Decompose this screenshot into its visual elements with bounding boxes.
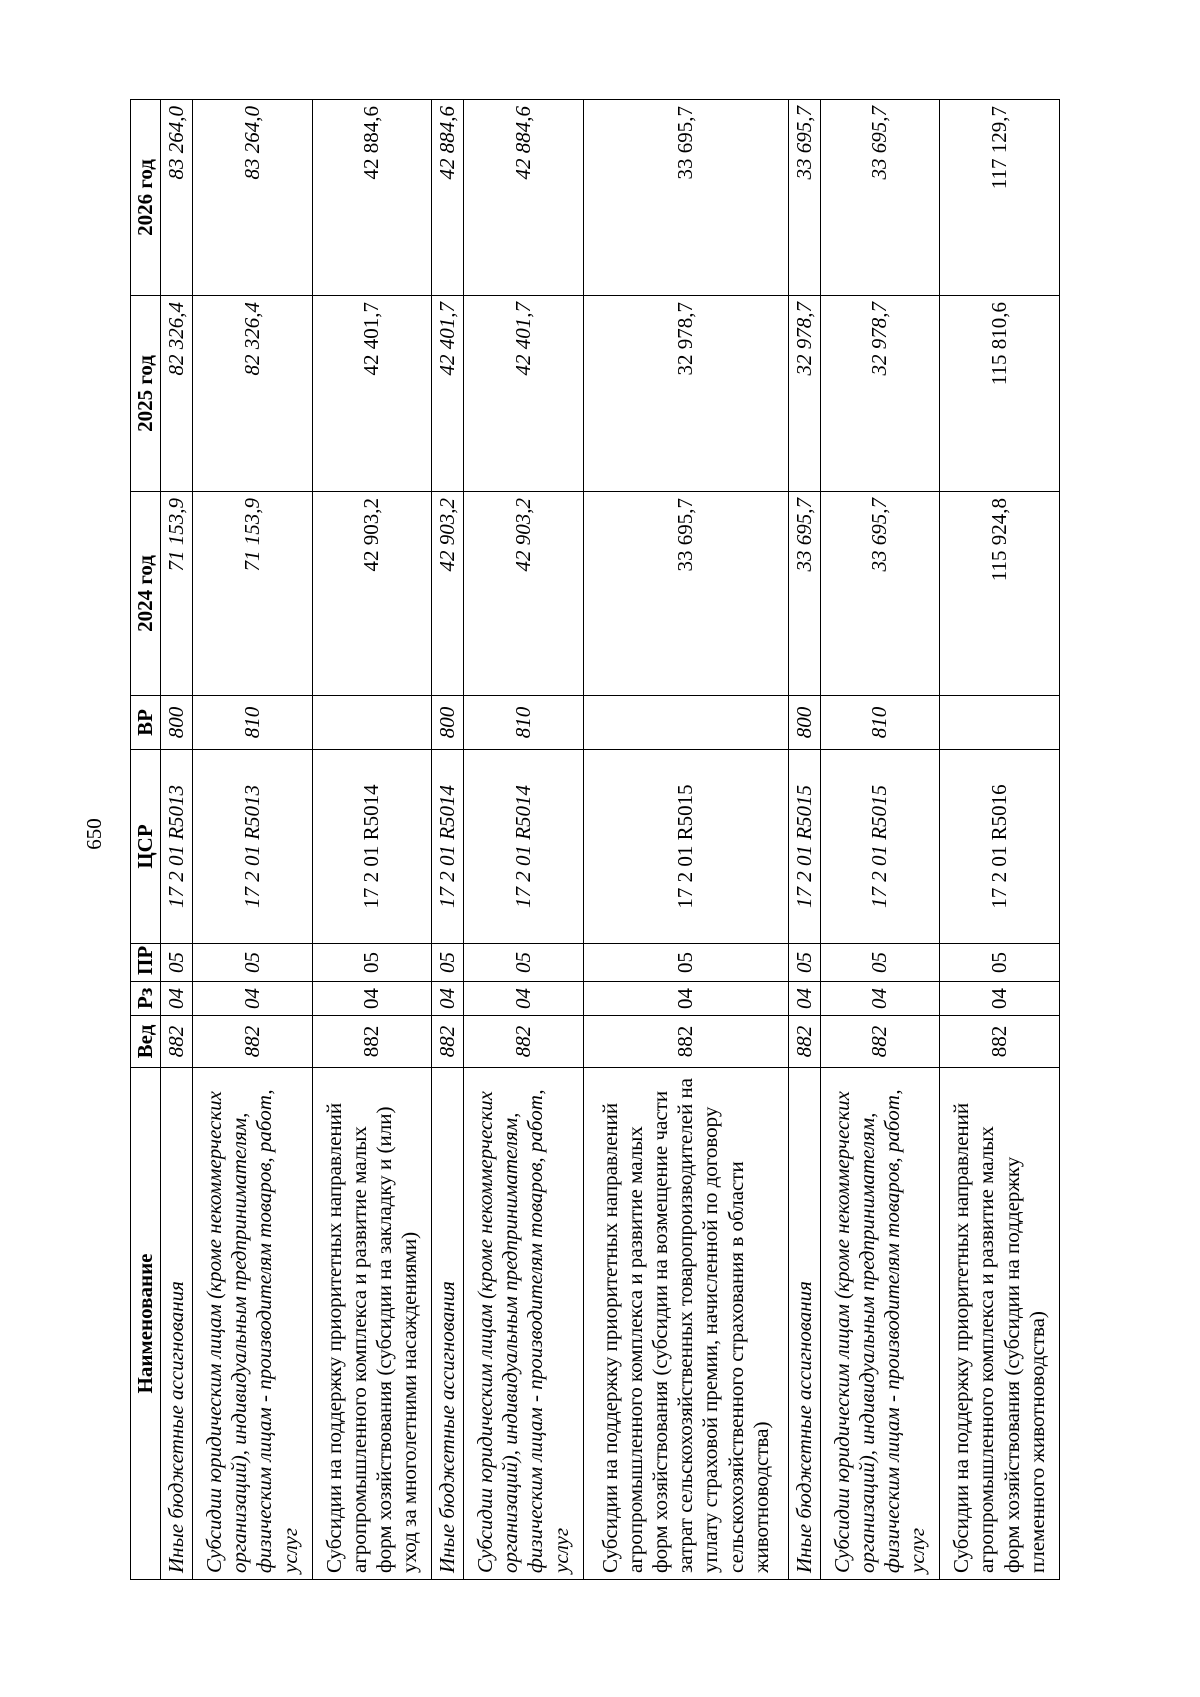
cell-name: Субсидии юридическим лицам (кроме некоммерческих организаций), индивидуальным предпринимателям, физическим лицам - производителям товаров, работ, услуг xyxy=(193,1068,313,1580)
cell-name: Субсидии юридическим лицам (кроме некоммерческих организаций), индивидуальным предпринимателям, физическим лицам - производителям товаров, работ, услуг xyxy=(464,1068,584,1580)
cell-2026: 117 129,7 xyxy=(940,100,1060,296)
cell-csr: 17 2 01 R5015 xyxy=(820,750,940,944)
cell-vr: 800 xyxy=(161,696,193,750)
header-rz: Рз xyxy=(131,982,161,1016)
cell-2024: 33 695,7 xyxy=(788,492,820,696)
header-ved: Вед xyxy=(131,1016,161,1068)
cell-pr: 05 xyxy=(788,944,820,982)
cell-2024: 33 695,7 xyxy=(820,492,940,696)
cell-2026: 33 695,7 xyxy=(583,100,788,296)
cell-2024: 42 903,2 xyxy=(312,492,432,696)
cell-csr: 17 2 01 R5014 xyxy=(464,750,584,944)
cell-ved: 882 xyxy=(432,1016,464,1068)
cell-2025: 82 326,4 xyxy=(193,296,313,492)
cell-2025: 42 401,7 xyxy=(432,296,464,492)
table-row xyxy=(193,100,313,1580)
table-row xyxy=(820,100,940,1580)
cell-vr: 810 xyxy=(464,696,584,750)
cell-csr: 17 2 01 R5013 xyxy=(161,750,193,944)
cell-ved: 882 xyxy=(193,1016,313,1068)
cell-pr: 05 xyxy=(940,944,1060,982)
cell-2024: 33 695,7 xyxy=(583,492,788,696)
cell-name: Субсидии на поддержку приоритетных направлений агропромышленного комплекса и развитие малых форм хозяйствования (субсидии на закладку и (или) уход за многолетними насаждениями) xyxy=(312,1068,432,1580)
cell-2026: 33 695,7 xyxy=(788,100,820,296)
cell-vr: 810 xyxy=(193,696,313,750)
cell-ved: 882 xyxy=(161,1016,193,1068)
cell-vr xyxy=(583,696,788,750)
cell-pr: 05 xyxy=(464,944,584,982)
cell-name: Иные бюджетные ассигнования xyxy=(161,1068,193,1580)
cell-pr: 05 xyxy=(820,944,940,982)
cell-2026: 33 695,7 xyxy=(820,100,940,296)
cell-csr: 17 2 01 R5015 xyxy=(583,750,788,944)
rotated-table-container xyxy=(130,100,1060,1580)
cell-pr: 05 xyxy=(432,944,464,982)
table-row xyxy=(432,100,464,1580)
cell-csr: 17 2 01 R5015 xyxy=(788,750,820,944)
table-row xyxy=(161,100,193,1580)
cell-vr xyxy=(940,696,1060,750)
header-name: Наименование xyxy=(131,1068,161,1580)
page-number: 650 xyxy=(82,818,106,850)
header-pr: ПР xyxy=(131,944,161,982)
cell-ved: 882 xyxy=(583,1016,788,1068)
cell-2025: 82 326,4 xyxy=(161,296,193,492)
table-row xyxy=(464,100,584,1580)
cell-rz: 04 xyxy=(583,982,788,1016)
table-row xyxy=(583,100,788,1580)
table-row xyxy=(312,100,432,1580)
cell-2024: 71 153,9 xyxy=(161,492,193,696)
cell-2025: 32 978,7 xyxy=(820,296,940,492)
cell-name: Субсидии на поддержку приоритетных направлений агропромышленного комплекса и развитие малых форм хозяйствования (субсидии на поддержку племенного животноводства) xyxy=(940,1068,1060,1580)
cell-2026: 42 884,6 xyxy=(464,100,584,296)
cell-pr: 05 xyxy=(161,944,193,982)
cell-vr xyxy=(312,696,432,750)
cell-2025: 42 401,7 xyxy=(464,296,584,492)
cell-rz: 04 xyxy=(312,982,432,1016)
cell-2026: 83 264,0 xyxy=(161,100,193,296)
cell-rz: 04 xyxy=(161,982,193,1016)
cell-2024: 115 924,8 xyxy=(940,492,1060,696)
cell-name: Субсидии на поддержку приоритетных направлений агропромышленного комплекса и развитие малых форм хозяйствования (субсидии на возмещение части затрат сельскохозяйственных товаропроизводителей на уплату страховой премии, начисленной по договору сельскохозяйственного страхования в области животноводства) xyxy=(583,1068,788,1580)
cell-pr: 05 xyxy=(193,944,313,982)
cell-2026: 83 264,0 xyxy=(193,100,313,296)
cell-2026: 42 884,6 xyxy=(312,100,432,296)
cell-rz: 04 xyxy=(788,982,820,1016)
cell-pr: 05 xyxy=(583,944,788,982)
header-2024: 2024 год xyxy=(131,492,161,696)
cell-ved: 882 xyxy=(820,1016,940,1068)
cell-rz: 04 xyxy=(940,982,1060,1016)
cell-2026: 42 884,6 xyxy=(432,100,464,296)
cell-csr: 17 2 01 R5014 xyxy=(432,750,464,944)
cell-rz: 04 xyxy=(432,982,464,1016)
cell-csr: 17 2 01 R5013 xyxy=(193,750,313,944)
cell-rz: 04 xyxy=(464,982,584,1016)
cell-2025: 115 810,6 xyxy=(940,296,1060,492)
header-2025: 2025 год xyxy=(131,296,161,492)
cell-rz: 04 xyxy=(820,982,940,1016)
cell-vr: 800 xyxy=(432,696,464,750)
cell-2025: 32 978,7 xyxy=(583,296,788,492)
cell-2025: 42 401,7 xyxy=(312,296,432,492)
cell-vr: 800 xyxy=(788,696,820,750)
cell-2024: 42 903,2 xyxy=(432,492,464,696)
header-csr: ЦСР xyxy=(131,750,161,944)
cell-rz: 04 xyxy=(193,982,313,1016)
cell-csr: 17 2 01 R5014 xyxy=(312,750,432,944)
cell-csr: 17 2 01 R5016 xyxy=(940,750,1060,944)
table-row xyxy=(788,100,820,1580)
cell-2024: 42 903,2 xyxy=(464,492,584,696)
header-2026: 2026 год xyxy=(131,100,161,296)
cell-vr: 810 xyxy=(820,696,940,750)
cell-name: Субсидии юридическим лицам (кроме некоммерческих организаций), индивидуальным предпринимателям, физическим лицам - производителям товаров, работ, услуг xyxy=(820,1068,940,1580)
cell-2024: 71 153,9 xyxy=(193,492,313,696)
cell-ved: 882 xyxy=(940,1016,1060,1068)
cell-ved: 882 xyxy=(312,1016,432,1068)
cell-name: Иные бюджетные ассигнования xyxy=(788,1068,820,1580)
budget-table xyxy=(130,99,1060,1580)
header-row xyxy=(131,100,161,1580)
cell-2025: 32 978,7 xyxy=(788,296,820,492)
table-row xyxy=(940,100,1060,1580)
header-vr: ВР xyxy=(131,696,161,750)
cell-ved: 882 xyxy=(788,1016,820,1068)
cell-pr: 05 xyxy=(312,944,432,982)
cell-ved: 882 xyxy=(464,1016,584,1068)
cell-name: Иные бюджетные ассигнования xyxy=(432,1068,464,1580)
